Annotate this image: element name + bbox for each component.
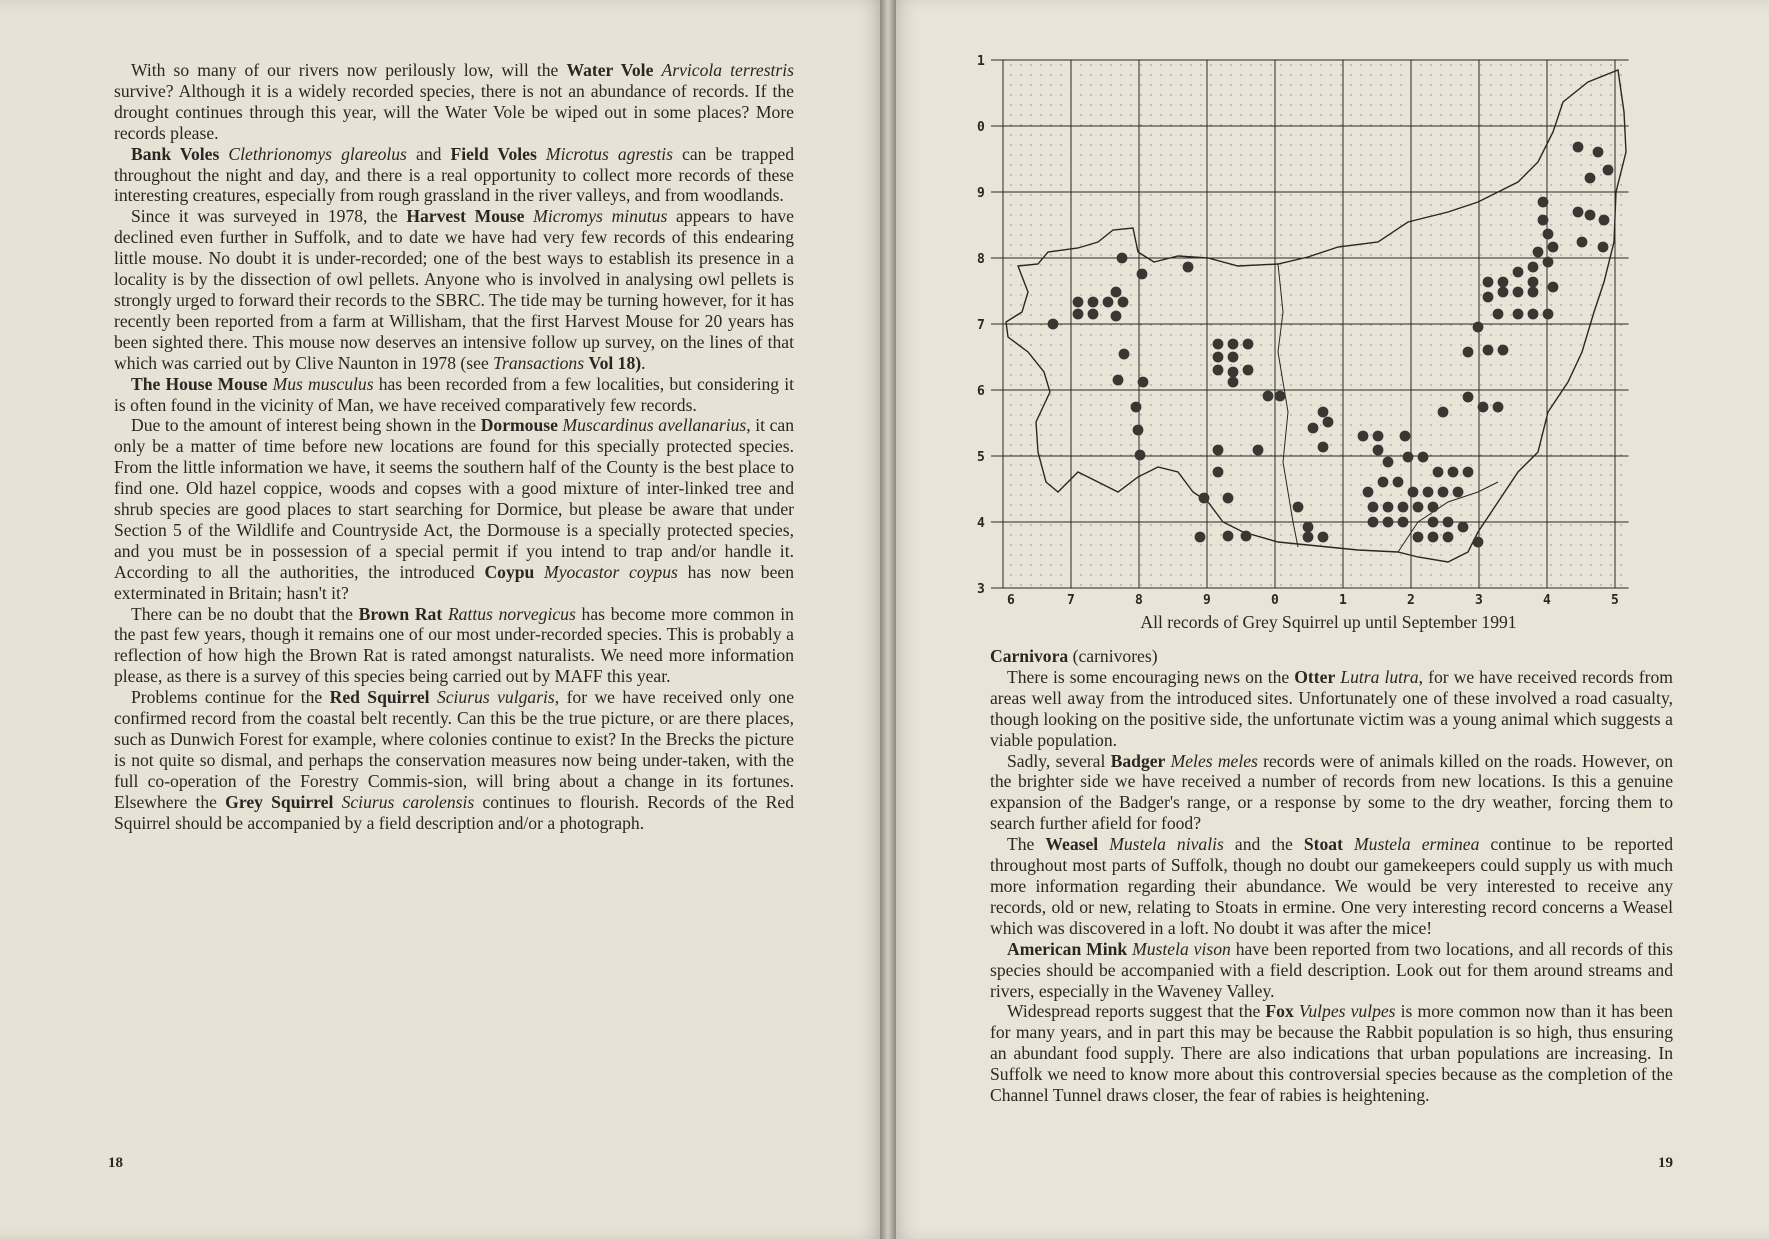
record-dot <box>1603 165 1614 176</box>
record-dot <box>1513 309 1524 320</box>
record-dot <box>1368 517 1379 528</box>
record-dot <box>1443 517 1454 528</box>
record-dot <box>1528 277 1539 288</box>
map-row-label: 0 <box>977 120 985 135</box>
record-dot <box>1483 345 1494 356</box>
map-col-label: 9 <box>1203 593 1211 608</box>
map-col-label: 7 <box>1067 593 1075 608</box>
record-dot <box>1253 445 1264 456</box>
right-paragraph: There is some encouraging news on the Otter Lutra lutra, for we have received records from areas well away from the introduced sites. Unfortunately one of these involved a road casualty, though looking on the positive side, the unfortunate victim was a young animal which suggests a viable population. <box>990 666 1673 750</box>
record-dot <box>1138 377 1149 388</box>
record-dot <box>1373 431 1384 442</box>
record-dot <box>1585 210 1596 221</box>
record-dot <box>1400 431 1411 442</box>
left-paragraph: There can be no doubt that the Brown Rat Rattus norvegicus has become more common in the past few years, though it remains one of our most under-recorded species. This is probably a reflection of how high the Brown Rat is rated amongst naturalists. We need more information please, as there is a survey of this species being carried out by MAFF this year. <box>114 603 794 687</box>
record-dot <box>1223 531 1234 542</box>
record-dot <box>1368 502 1379 513</box>
grey-squirrel-distribution-map <box>978 52 1678 612</box>
left-paragraph: With so many of our rivers now perilously low, will the Water Vole Arvicola terrestris survive? Although it is a widely recorded species, there is not an abundance of records. If the drought continues through this year, will the Water Vole be wiped out in some places? More records please. <box>114 60 795 143</box>
record-dot <box>1358 431 1369 442</box>
right-paragraph: Sadly, several Badger Meles meles records were of animals killed on the roads. However, on the brighter side we have received a number of records from new locations. Is this a genuine expansion of the Badger's range, or a response by some to the dry weather, forcing them to search further afield for food? <box>990 750 1673 834</box>
record-dot <box>1438 407 1449 418</box>
record-dot <box>1088 309 1099 320</box>
record-dot <box>1543 257 1554 268</box>
record-dot <box>1133 425 1144 436</box>
record-dot <box>1323 417 1334 428</box>
record-dot <box>1428 502 1439 513</box>
record-dot <box>1373 445 1384 456</box>
record-dot <box>1498 345 1509 356</box>
record-dot <box>1413 502 1424 513</box>
record-dot <box>1213 365 1224 376</box>
record-dot <box>1199 493 1210 504</box>
map-col-label: 2 <box>1407 593 1415 608</box>
record-dot <box>1433 467 1444 478</box>
record-dot <box>1228 367 1239 378</box>
record-dot <box>1263 391 1274 402</box>
record-dot <box>1213 445 1224 456</box>
map-caption: All records of Grey Squirrel up until September 1991 <box>1140 612 1517 632</box>
record-dot <box>1473 322 1484 333</box>
record-dot <box>1599 215 1610 226</box>
record-dot <box>1443 532 1454 543</box>
record-dot <box>1318 532 1329 543</box>
page-number-left: 18 <box>108 1155 123 1171</box>
record-dot <box>1538 197 1549 208</box>
map-col-label: 1 <box>1339 593 1347 608</box>
record-dot <box>1498 277 1509 288</box>
record-dot <box>1593 147 1604 158</box>
record-dot <box>1513 287 1524 298</box>
record-dot <box>1137 269 1148 280</box>
record-dot <box>1548 242 1559 253</box>
record-dot <box>1393 477 1404 488</box>
record-dot <box>1463 467 1474 478</box>
record-dot <box>1533 247 1544 258</box>
record-dot <box>1243 339 1254 350</box>
record-dot <box>1135 450 1146 461</box>
record-dot <box>1528 287 1539 298</box>
map-row-label: 7 <box>977 318 985 333</box>
right-paragraph: Widespread reports suggest that the Fox Vulpes vulpes is more common now than it has been for many years, and in part this may be because the Rabbit population is so high, thus ensuring an abundant food supply. There are also indications that urban populations are increasing. In Suffolk we need to know more about this controversial species because as the completion of the Channel Tunnel draws closer, the fear of rabies is heightening. <box>990 1001 1673 1106</box>
record-dot <box>1113 375 1124 386</box>
record-dot <box>1438 487 1449 498</box>
record-dot <box>1293 502 1304 513</box>
page-number-right: 19 <box>1658 1155 1673 1171</box>
record-dot <box>1598 242 1609 253</box>
record-dot <box>1275 391 1286 402</box>
book-spine <box>880 0 896 1239</box>
record-dot <box>1303 522 1314 533</box>
record-dot <box>1543 229 1554 240</box>
map-row-label: 5 <box>977 450 985 465</box>
record-dot <box>1363 487 1374 498</box>
record-dot <box>1103 297 1114 308</box>
record-dot <box>1073 297 1084 308</box>
record-dot <box>1453 487 1464 498</box>
record-dot <box>1228 352 1239 363</box>
record-dot <box>1398 502 1409 513</box>
left-paragraph: Due to the amount of interest being shown in the Dormouse Muscardinus avellanarius, it can only be a matter of time before new locations are found for this specially protected species. From the little information we have, it seems the southern half of the County is the best place to find one. Old hazel coppice, woods and copses with a good mixture of inter-linked tree and shrub species are good places to start searching for Dormice, but please be aware that under Section 5 of the Wildlife and Countryside Act, the Dormouse is a specially protected species, and you must be in possession of a special permit if you intend to trap and/or handle it. According to all the authorities, the introduced Coypu Myocastor coypus has now been exterminated in Britain; hasn't it? <box>114 415 794 603</box>
map-col-label: 3 <box>1475 593 1483 608</box>
record-dot <box>1448 467 1459 478</box>
map-row-label: 8 <box>977 252 985 267</box>
right-page-body <box>990 646 1673 1106</box>
record-dot <box>1585 173 1596 184</box>
record-dot <box>1398 517 1409 528</box>
record-dot <box>1213 339 1224 350</box>
left-paragraph: Since it was surveyed in 1978, the Harvest Mouse Micromys minutus appears to have declined even further in Suffolk, and to date we have had very few records of this endearing little mouse. No doubt it is under-recorded; one of the best ways to establish its presence in a locality is by the dissection of owl pellets. Anyone who is involved in analysing owl pellets is strongly urged to forward their records to the SBRC. The tide may be turning however, for it has recently been reported from a farm at Willisham, that the first Harvest Mouse for 20 years has been sighted there. This mouse now deserves an intensive follow up survey, on the lines of that which was carried out by Clive Naunton in 1978 (see Transactions Vol 18). <box>114 206 794 373</box>
map-row-label: 3 <box>977 582 985 597</box>
record-dot <box>1458 522 1469 533</box>
record-dot <box>1183 262 1194 273</box>
map-col-label: 4 <box>1543 593 1551 608</box>
record-dot <box>1483 277 1494 288</box>
record-dot <box>1383 502 1394 513</box>
map-col-label: 6 <box>1007 593 1015 608</box>
record-dot <box>1088 297 1099 308</box>
left-page-body <box>114 60 794 834</box>
record-dot <box>1228 377 1239 388</box>
record-dot <box>1117 253 1128 264</box>
record-dot <box>1528 262 1539 273</box>
map-col-label: 0 <box>1271 593 1279 608</box>
record-dot <box>1543 309 1554 320</box>
record-dot <box>1243 365 1254 376</box>
record-dot <box>1498 287 1509 298</box>
map-row-label: 4 <box>977 516 985 531</box>
map-row-label: 9 <box>977 186 985 201</box>
record-dot <box>1473 537 1484 548</box>
record-dot <box>1195 532 1206 543</box>
record-dot <box>1418 452 1429 463</box>
map-col-label: 5 <box>1611 593 1619 608</box>
record-dot <box>1463 392 1474 403</box>
record-dot <box>1048 319 1059 330</box>
record-dot <box>1513 267 1524 278</box>
right-page <box>888 0 1769 1239</box>
record-dot <box>1428 532 1439 543</box>
record-dot <box>1318 407 1329 418</box>
record-dot <box>1111 311 1122 322</box>
right-paragraph: American Mink Mustela vison have been reported from two locations, and all records of this species should be accompanied with a field description. Look out for them around streams and rivers, especially in the Waveney Valley. <box>990 938 1673 1001</box>
record-dot <box>1403 452 1414 463</box>
record-dot <box>1118 297 1129 308</box>
right-paragraph: The Weasel Mustela nivalis and the Stoat Mustela erminea continue to be reported throughout most parts of Suffolk, though no doubt our gamekeepers could supply us with much more information regarding their abundance. We would be very interested to receive any records, old or new, relating to Stoats in ermine. One very interesting record concerns a Weasel which was discovered in a loft. No doubt it was after the mice! <box>990 834 1674 938</box>
record-dot <box>1548 282 1559 293</box>
record-dot <box>1573 142 1584 153</box>
record-dot <box>1538 215 1549 226</box>
record-dot <box>1423 487 1434 498</box>
record-dot <box>1493 402 1504 413</box>
record-dot <box>1428 517 1439 528</box>
record-dot <box>1308 423 1319 434</box>
map-row-label: 6 <box>977 384 985 399</box>
section-heading: Carnivora (carnivores) <box>990 646 1158 666</box>
record-dot <box>1228 339 1239 350</box>
record-dot <box>1577 237 1588 248</box>
record-dot <box>1483 292 1494 303</box>
record-dot <box>1378 477 1389 488</box>
record-dot <box>1119 349 1130 360</box>
record-dot <box>1241 531 1252 542</box>
record-dot <box>1408 487 1419 498</box>
record-dot <box>1111 287 1122 298</box>
record-dot <box>1493 309 1504 320</box>
map-row-label: 1 <box>977 54 985 69</box>
record-dot <box>1318 442 1329 453</box>
record-dot <box>1213 467 1224 478</box>
record-dot <box>1478 402 1489 413</box>
left-paragraph: The House Mouse Mus musculus has been recorded from a few localities, but considering it is often found in the vicinity of Man, we have received comparatively few records. <box>114 373 794 415</box>
record-dot <box>1131 402 1142 413</box>
left-paragraph: Problems continue for the Red Squirrel Sciurus vulgaris, for we have received only one confirmed record from the coastal belt recently. Can this be the true picture, or are there places, such as Dunwich Forest for example, where colonies continue to exist? In the Brecks the picture is not quite so dismal, and perhaps the conservation measures now being under-taken, with the full co-operation of the Forestry Commis-sion, will bring about a change in its fortunes. Elsewhere the Grey Squirrel Sciurus carolensis continues to flourish. Records of the Red Squirrel should be accompanied by a field description and/or a photograph. <box>114 687 794 833</box>
record-dot <box>1383 517 1394 528</box>
record-dot <box>1383 457 1394 468</box>
record-dot <box>1073 309 1084 320</box>
record-dot <box>1213 352 1224 363</box>
map-col-label: 8 <box>1135 593 1143 608</box>
record-dot <box>1463 347 1474 358</box>
record-dot <box>1413 532 1424 543</box>
record-dot <box>1573 207 1584 218</box>
left-paragraph: Bank Voles Clethrionomys glareolus and Field Voles Microtus agrestis can be trapped throughout the night and day, and there is a real opportunity to collect more records of these interesting creatures, especially from rough grassland in the river valleys, and from woodlands. <box>114 143 794 206</box>
record-dot <box>1303 532 1314 543</box>
record-dot <box>1528 309 1539 320</box>
record-dot <box>1223 493 1234 504</box>
